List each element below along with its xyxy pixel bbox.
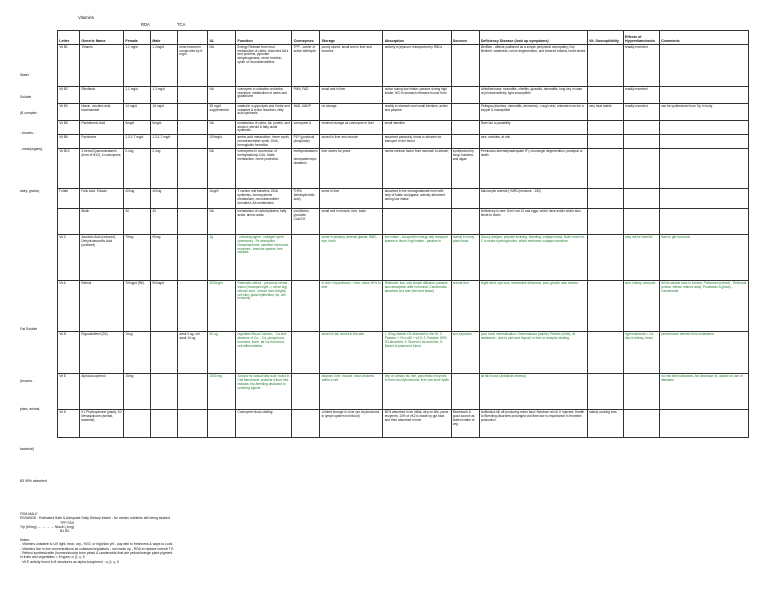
table-row [58, 374, 749, 410]
table-cell: Vit B3 [58, 104, 80, 121]
group-label: plant, animal, [20, 407, 41, 411]
table-cell: 400ug [151, 189, 178, 209]
table-row [58, 121, 749, 135]
table-cell [587, 235, 623, 281]
table-cell [451, 45, 479, 87]
group-label: - browns - [20, 131, 36, 135]
table-cell: regulates Blood Calcium; - Ca and absence of Cu; - Ca, phosphorus hormone, bone, fat Ca from food; cell differentiation [236, 332, 292, 374]
table-cell: NA [208, 87, 236, 104]
table-cell: skin, kidney, abd pain [623, 281, 659, 332]
table-cell [208, 410, 236, 438]
table-cell: 5mg/d [151, 121, 178, 135]
table-cell: Rare but a possibility [479, 121, 587, 135]
group-label: Soluble [20, 95, 32, 99]
table-cell: Vit K [58, 410, 80, 438]
rda-header: RDA [141, 22, 150, 27]
note-line: TPP FAD [60, 520, 75, 525]
table-cell [587, 281, 623, 332]
note-line: - Vit E activity found in 8 structures as alpha-tocopherol : α, β, γ, δ [20, 559, 119, 564]
table-cell [151, 410, 178, 438]
column-header: Effects of Hypervitaminosis [623, 31, 659, 45]
table-cell: some in pituitary, adrenal glands, WBC, eye, brain [320, 235, 383, 281]
column-header: Letter [58, 31, 80, 45]
tca-header: TCA [177, 22, 186, 27]
table-cell: Folic Acid, Folacin [80, 189, 124, 209]
table-cell: methylcobalamin, deoxyadenosylcobalamin [292, 149, 320, 189]
table-cell: rare, wrinkles, at risk [479, 135, 587, 149]
notes-section [20, 512, 480, 564]
table-cell [587, 87, 623, 104]
table-cell: THFA (tetrahydrofolic acid) [292, 189, 320, 209]
table-cell: (nvd)biotin, pyruvate, CoA/CH [292, 209, 320, 235]
table-cell: Vit C [58, 235, 80, 281]
table-cell: Pernicious anemia(inadequate IF), neurologic degeneration, paralysis or death [479, 149, 587, 189]
table-cell: 35 mg/d supplemental [208, 104, 236, 121]
table-cell: Scurvy (fatigue, pinpoint bruising, bleeding, collagen loss); Note: need vit C to make hydroxyproline, which reinforces collagen structure [479, 235, 587, 281]
table-cell: Vit D [58, 332, 80, 374]
table-cell: 75mg [124, 235, 151, 281]
table-cell: absorbed in the monoglutamate form with help of folate conjugase; actively absorbed during low intake [383, 189, 451, 209]
table-cell [178, 209, 208, 235]
table-cell: Night blind, eye loss, irreversible blindness, poor growth, skin lesions [479, 281, 587, 332]
table-cell: 400ug [124, 189, 151, 209]
table-row [58, 149, 749, 189]
table-row [58, 45, 749, 87]
note-line: Notes: [20, 537, 30, 542]
table-cell: 30 [124, 209, 151, 235]
column-header: Comments [659, 31, 748, 45]
table-cell: Vit B6 [58, 135, 80, 149]
table-cell [659, 189, 748, 209]
table-cell: 2.4ug [124, 149, 151, 189]
table-cell: Actions for casual fatty acid; found in Cell Membrane; protects it from free radicals; trip-bleeding disclosed to oxidizing agents [236, 374, 292, 410]
group-label: (B complex [20, 111, 37, 115]
table-cell: 1. 50ug vitamin D3 absorbed in the SI; 2. Passive: + Pro-vitD + vit D; 3. Passive: 80% D3 absorbed; 4. Stored in fat and liver; 5. Bound to plasma to blood [383, 332, 451, 374]
table-cell: must exceed in uncalc.slim by 8 mg/d [178, 45, 208, 87]
table-cell: 30 [151, 209, 178, 235]
table-cell: 2g [208, 235, 236, 281]
table-cell [151, 332, 178, 374]
table-cell: catabolic in glycolysis and Krebs and oxidative & redox reactions, fatty acid synthesis [236, 104, 292, 121]
group-label: B3 95% absorbed [20, 479, 47, 483]
table-cell: no storage [320, 104, 383, 121]
table-row [58, 189, 749, 209]
table-cell: liver stores for years [320, 149, 383, 189]
table-cell: coenzyme A [292, 121, 320, 135]
table-cell: Vit B5 [58, 121, 80, 135]
table-cell: - reducing agent - collagen synth (mannose) - Fe absorption - Norepinephrine: carnitine hormones, enzymes - immune system, free radicals [236, 235, 292, 281]
table-cell: readily in stomach and small intestine; active and passive [383, 104, 451, 121]
table-cell [292, 332, 320, 374]
table-cell: animal liver [451, 281, 479, 332]
table-cell [659, 45, 748, 87]
table-cell: adipose, liver, muscle; most unstored within a cell [320, 374, 383, 410]
column-header: Male [151, 31, 178, 45]
table-cell: active during low intake; passive during high intake; HCl in stomach releases bound form [383, 87, 451, 104]
table-cell: T carbon unit transfers, DNA synthesis, homocysteine metabolism, neurotransmitter formation, AA metabolism [236, 189, 292, 209]
table-cell [659, 135, 748, 149]
table-cell: PLP (pyridoxal phosphate) [292, 135, 320, 149]
table-cell: Vit A [58, 281, 80, 332]
table-cell: metabolism of carbohydrates, fatty acids, amino acids [236, 209, 292, 235]
table-cell [587, 189, 623, 209]
table-cell: 1.3 mg/d [151, 87, 178, 104]
table-cell [659, 149, 748, 189]
table-cell [178, 149, 208, 189]
table-cell: NAD, NADP [292, 104, 320, 121]
table-cell: 900ug/d [151, 281, 178, 332]
table-cell: Antibiotics kill off producing micro bact; Newborn all vit. K injected; Health to Bleeding disorders prolonged clot time due to importance in thrombin production [479, 410, 587, 438]
table-cell: coenzymes in conversion of methylmalonyl-CoA, folate metabolism, nerve protection [236, 149, 292, 189]
table-cell [292, 410, 320, 438]
table-cell: hard to get too much [659, 235, 748, 281]
table-cell [58, 209, 80, 235]
group-label: Water [20, 73, 29, 77]
table-cell [623, 149, 659, 189]
table-cell: 3000ug/d [208, 281, 236, 332]
table-cell: Ascorbic Acid (reduced), Dehydroascorbic Acid (oxidized) [80, 235, 124, 281]
note-line: ESSANDE : Estimated Safe & Adequate Daily Dietary Intake - for certain nutrients still being studied [20, 516, 170, 521]
table-cell [623, 121, 659, 135]
table-cell: hypercalcemia = Ca dep in kidney, heart [623, 332, 659, 374]
table-cell [587, 121, 623, 135]
table-cell: in liver: rhyloreticons = liver; about 90% in liver [320, 281, 383, 332]
table-cell: Niacin, nicotinic acid, nicotinamide [80, 104, 124, 121]
column-header: Sources [451, 31, 479, 45]
note-line: Trp (60mg) → → → → Niacin (1mg) [20, 525, 75, 530]
table-cell [178, 121, 208, 135]
table-cell [292, 281, 320, 332]
table-cell [383, 209, 451, 235]
table-cell: Vit B2 [58, 87, 80, 104]
table-cell: 1.3-1.7 mg/d [124, 135, 151, 149]
table-cell: Thiamin [80, 45, 124, 87]
group-label: Fat Soluble [20, 327, 38, 331]
table-cell [178, 374, 208, 410]
note-line: B1 B2 [60, 529, 70, 534]
table-cell: 3 forms/Cyanocobalamin (form of B12), 4 coenzymes [80, 149, 124, 189]
table-cell: needs intrinsic factor from stomach to absorb [383, 149, 451, 189]
table-cell: sun exposure [451, 332, 479, 374]
table-cell: Ergocalciferol (D2) [80, 332, 124, 374]
table-cell: Retinoids: retinol - precursor retinal - vision (rhodopsin light -> nerve sig) retinoic acid - reduce toxic (bright) cell skin, gland epithelium, ep. cell immunity [236, 281, 292, 332]
header-row [58, 31, 749, 45]
column-header: Deficiency Disease (look up symptoms) [479, 31, 587, 45]
table-cell: absorbed passively, binds to albumin for transport in the blood [383, 135, 451, 149]
table-cell: Coenzyme blood clotting [236, 410, 292, 438]
table-cell: BeriBeri - affects published as a simple peripheral neuropathy; Dry Beriberi: weakness, nerve degeneration, and lowered edema, heart stroke [479, 45, 587, 87]
group-label: (browns - [20, 379, 35, 383]
note-line: FEM-MALE [20, 512, 38, 516]
table-cell: Folate [58, 189, 80, 209]
table-cell: stored in fat; stored in the skin [320, 332, 383, 374]
table-cell: low intake - via specific energy dep transport system in ileum; high intake - passive in [383, 235, 451, 281]
table-cell: Retinol [80, 281, 124, 332]
table-cell: Vit B1 [58, 45, 80, 87]
table-cell [659, 410, 748, 438]
table-cell: 14 mg/d [124, 104, 151, 121]
table-cell [178, 135, 208, 149]
column-header: Coenzymes [292, 31, 320, 45]
table-cell: 2.4ug [151, 149, 178, 189]
table-cell: 1.2mg/d [151, 45, 178, 87]
table-cell [178, 281, 208, 332]
table-cell: 50 ug [208, 332, 236, 374]
table-cell [587, 374, 623, 410]
table-row [58, 209, 749, 235]
table-cell [587, 332, 623, 374]
column-header: Absorption [383, 31, 451, 45]
table-cell [292, 374, 320, 410]
column-header: Vit. Susceptibility [587, 31, 623, 45]
table-cell: 1.1 mg/d [124, 87, 151, 104]
table-cell [623, 410, 659, 438]
table-cell: synthesized by fungi, bacteria, and algae [451, 149, 479, 189]
table-cell [587, 149, 623, 189]
column-header: Female [124, 31, 151, 45]
column-header: Storage [320, 31, 383, 45]
table-cell [178, 189, 208, 209]
table-cell: some in liver [320, 189, 383, 209]
table-cell [659, 121, 748, 135]
group-label: dairy, grains) [20, 189, 40, 193]
table-cell: Deficiency is rare; Don't eat 12 raw eggs; which have avidin which also binds to biotin [479, 209, 587, 235]
table-cell: mainly in many plant foods [451, 235, 479, 281]
table-cell: 1000 mg [208, 374, 236, 410]
table-cell: 100mg/d [208, 135, 236, 149]
table-cell [178, 410, 208, 438]
table-cell [623, 189, 659, 209]
table-cell: readily excreted [623, 104, 659, 121]
note-line: - Retinol synthesizable (human/show)s from yeast & carotenoids that are yellow/orange plant pigment [20, 550, 173, 555]
table-cell [623, 374, 659, 410]
table-cell: can be synthesized from Trp in body [659, 104, 748, 121]
table-cell: 80% absorbed in ter initial, dep on bile, pancr enzymes; 10% of vK2 is made by gut bact. and then absorbed in liver [383, 410, 451, 438]
table-cell: 1.3-1.7 mg/d [151, 135, 178, 149]
table-cell: metabolism of carbs, fat, protein, and alcohol; steroid & fatty acids synthesis [236, 121, 292, 135]
table-cell: minimal storage as coenzyme in liver [320, 121, 383, 135]
note-line: - Vitamins live in live concentrations as cofactors/regulators - not made up - RDA to replace normal TO [20, 546, 174, 551]
table-cell: dep on dietary fat, bile, pancreatic enzymes; to form via chylomicrons; liver can store lipids [383, 374, 451, 410]
table-cell: all fail to use (Antilipide anemia) [479, 374, 587, 410]
sheet-title: Vitamins [78, 15, 94, 20]
table-cell: Vit B12 [58, 149, 80, 189]
table-cell: Retinoids: low, only simple diffusion; passive; also absorption after hormonal; Carotenoids absorbed at a rate (diet and tissue) [383, 281, 451, 332]
table-cell: actively in jejunum, transported by RBCs [383, 45, 451, 87]
table-cell: small intestine [383, 121, 451, 135]
table-cell [451, 135, 479, 149]
table-cell: stored in liver and muscle [320, 135, 383, 149]
table-cell: poor bone mineralization: Osteomalacia (adults); Rickets (child); vit resistance - due to pink and thyroid; in liver or receptor binding [479, 332, 587, 374]
table-cell: FMN, FAD [292, 87, 320, 104]
table-row [58, 87, 749, 104]
table-cell: Bluestooth & good source as leafed intake of veg [451, 410, 479, 438]
table-cell [623, 209, 659, 235]
table-cell: readily excreted [623, 87, 659, 104]
table-cell [451, 209, 479, 235]
table-cell: mainly cooking loss [587, 410, 623, 438]
table-cell [451, 121, 479, 135]
table-cell: Alpha-tocopherol [80, 374, 124, 410]
table-cell: coenzyme in oxidation-reduction reactions, metabolism of carbs and glutathione [236, 87, 292, 104]
table-cell [451, 87, 479, 104]
table-cell: very heat stable [587, 104, 623, 121]
table-cell: amino-acid metabolism, heme synth, neurotransmitter synth, DNA, hemoglobin formation [236, 135, 292, 149]
table-cell: Pantothenic Acid [80, 121, 124, 135]
table-cell: Vit E [58, 374, 80, 410]
table-cell [659, 209, 748, 235]
table-cell: readily excreted [623, 45, 659, 87]
table-cell [451, 374, 479, 410]
table-cell: 1.1 mg/d [124, 45, 151, 87]
table-cell [178, 104, 208, 121]
table-row [58, 281, 749, 332]
table-cell [124, 410, 151, 438]
table-cell [451, 104, 479, 121]
table-cell: Ariboflavinosis: stomatitis, cheilitis, glossitis, dermatitis, lung key in case of photosensitivity; light susceptible [479, 87, 587, 104]
table-row [58, 104, 749, 121]
table-cell: K1 Phylloquinone (plant); K2 Menaquinone (animal, bacterial) [80, 410, 124, 438]
group-label: - meat(organs), [20, 147, 44, 151]
vitamin-table [57, 30, 749, 438]
table-cell: 700ug/d (RE) [124, 281, 151, 332]
table-cell: may not be harmful [623, 235, 659, 281]
note-line: in fruits and vegetables = 6 types: α, β, γ, δ [20, 555, 85, 560]
column-header [178, 31, 208, 45]
table-cell: 15mg [124, 374, 151, 410]
table-cell: NA [208, 121, 236, 135]
table-cell: small amt in muscle, liver, brain [320, 209, 383, 235]
table-cell: Limited storage in Liver (as chylomicrons in lymph system not blood) [320, 410, 383, 438]
table-cell: 90mg [151, 235, 178, 281]
table-cell [178, 87, 208, 104]
table-cell [178, 235, 208, 281]
table-cell: Biotin [80, 209, 124, 235]
table-cell: performance derived from cholesterol [659, 332, 748, 374]
table-cell: NA [208, 45, 236, 87]
table-cell: Energy Release from food, metabolism of carbs, branched AA's and proteins, pyruvate dehydrogenase, nerve function, synth of neurotransmitters [236, 45, 292, 87]
note-line: - Vitamins unstable to UV light, heat, oxy., H2O, or high/low pH - pay attn to freshness & ways to cook [20, 542, 173, 547]
table-cell [451, 189, 479, 209]
column-header: Generic Name [80, 31, 124, 45]
table-cell [292, 235, 320, 281]
table-cell: NA [208, 209, 236, 235]
column-header: Function [236, 31, 292, 45]
table-cell: NA [208, 149, 236, 189]
table-cell: Macrocytic anemia (+MRC/pressure - 150) [479, 189, 587, 209]
table-cell: 16 mg/d [151, 104, 178, 121]
table-cell [623, 135, 659, 149]
table-cell: 5mg/d [124, 121, 151, 135]
table-cell: TPP - carrier of active aldehyde [292, 45, 320, 87]
table-cell [587, 45, 623, 87]
table-cell: small amt in liver [320, 87, 383, 104]
column-header: UL [208, 31, 236, 45]
table-cell [659, 87, 748, 104]
table-cell: All fat-soluble toxic in excess; Preformed (retinol) - Retinoids (retinol, retinal, retinoic acid); Provitamin A (plant) - Carotenoids [659, 281, 748, 332]
table-cell: adult 5 ug, old adult 10 ug [178, 332, 208, 374]
table-cell: 10ug [124, 332, 151, 374]
table-cell: Pellagra (diarrhea, dermatitis, dementia) - rough skin; untreated can be a cripple & susceptible [479, 104, 587, 121]
table-cell [587, 209, 623, 235]
table-row [58, 135, 749, 149]
table-row [58, 332, 749, 374]
table-cell: no real direct diseases, but decrease vit. uptake on use of diseases [659, 374, 748, 410]
table-cell: Riboflavin [80, 87, 124, 104]
table-row [58, 410, 749, 438]
table-cell [151, 374, 178, 410]
table-cell: poorly stored, small amt in liver and muscles [320, 45, 383, 87]
table-cell: Pyridoxine [80, 135, 124, 149]
table-cell: 1mg/d [208, 189, 236, 209]
group-label: bacterial) [20, 447, 34, 451]
table-row [58, 235, 749, 281]
table-cell [587, 135, 623, 149]
